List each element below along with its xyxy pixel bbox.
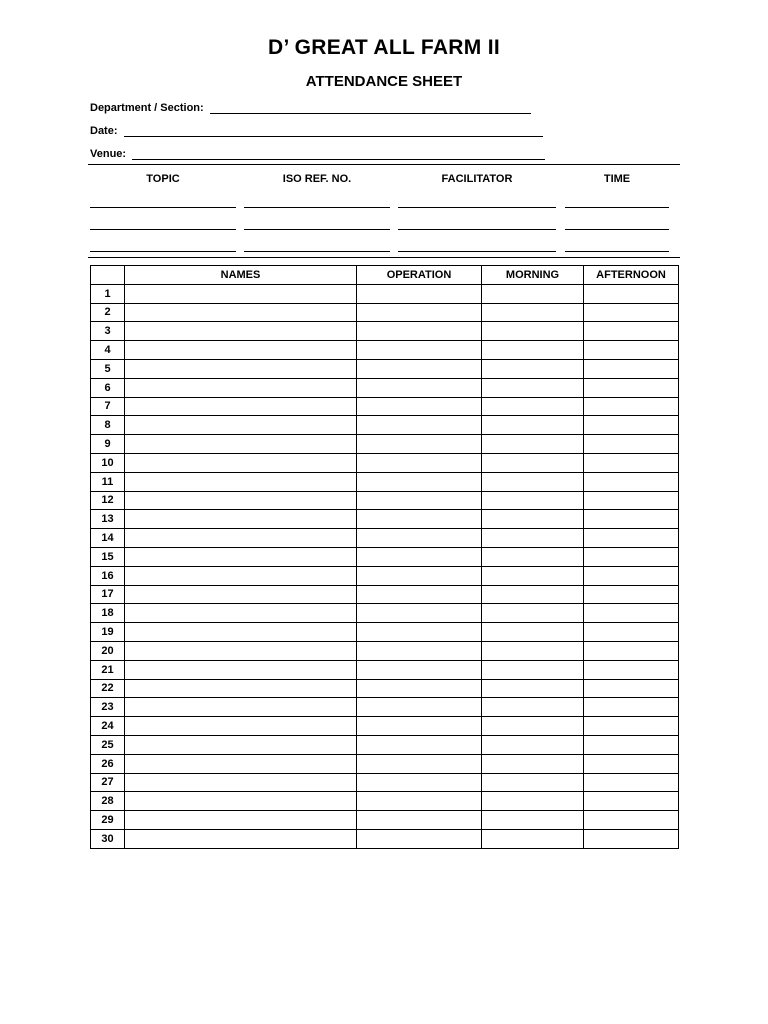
date-label: Date: [90, 125, 118, 137]
name-cell[interactable] [125, 811, 357, 830]
row-number: 9 [91, 435, 125, 454]
morning-cell[interactable] [482, 735, 584, 754]
morning-cell[interactable] [482, 510, 584, 529]
topic-blank-line[interactable] [565, 229, 669, 230]
morning-cell[interactable] [482, 698, 584, 717]
morning-cell[interactable] [482, 359, 584, 378]
name-cell[interactable] [125, 547, 357, 566]
operation-cell[interactable] [357, 472, 482, 491]
afternoon-cell[interactable] [584, 322, 679, 341]
afternoon-cell[interactable] [584, 303, 679, 322]
morning-cell[interactable] [482, 341, 584, 360]
sheet-subtitle: ATTENDANCE SHEET [305, 73, 463, 90]
operation-cell[interactable] [357, 529, 482, 548]
operation-cell[interactable] [357, 641, 482, 660]
name-cell[interactable] [125, 641, 357, 660]
row-number: 30 [91, 829, 125, 848]
name-cell[interactable] [125, 735, 357, 754]
row-number: 14 [91, 529, 125, 548]
table-row [91, 604, 679, 623]
afternoon-cell[interactable] [584, 811, 679, 830]
morning-cell[interactable] [482, 435, 584, 454]
name-cell[interactable] [125, 529, 357, 548]
morning-cell[interactable] [482, 529, 584, 548]
topic-blank-line[interactable] [244, 229, 390, 230]
department-field[interactable] [90, 102, 531, 114]
morning-cell[interactable] [482, 754, 584, 773]
table-header-row [91, 266, 679, 285]
row-number: 7 [91, 397, 125, 416]
row-number: 15 [91, 547, 125, 566]
name-cell[interactable] [125, 435, 357, 454]
topic-blank-line[interactable] [398, 229, 556, 230]
name-cell[interactable] [125, 623, 357, 642]
morning-cell[interactable] [482, 641, 584, 660]
table-row [91, 378, 679, 397]
department-blank-line[interactable] [210, 103, 531, 114]
afternoon-cell[interactable] [584, 416, 679, 435]
table-row [91, 829, 679, 848]
morning-cell[interactable] [482, 397, 584, 416]
afternoon-cell[interactable] [584, 397, 679, 416]
afternoon-cell[interactable] [584, 566, 679, 585]
table-row [91, 641, 679, 660]
afternoon-cell[interactable] [584, 679, 679, 698]
row-number: 19 [91, 623, 125, 642]
page-title: D’ GREAT ALL FARM II [268, 36, 500, 59]
row-number: 26 [91, 754, 125, 773]
date-blank-line[interactable] [124, 126, 543, 137]
morning-cell[interactable] [482, 623, 584, 642]
operation-cell[interactable] [357, 623, 482, 642]
row-number: 8 [91, 416, 125, 435]
operation-cell[interactable] [357, 416, 482, 435]
operation-cell[interactable] [357, 510, 482, 529]
operation-cell[interactable] [357, 322, 482, 341]
top-divider [88, 164, 680, 165]
name-cell[interactable] [125, 341, 357, 360]
name-cell[interactable] [125, 679, 357, 698]
name-cell[interactable] [125, 698, 357, 717]
afternoon-cell[interactable] [584, 623, 679, 642]
table-row [91, 585, 679, 604]
topic-column-header: TOPIC [146, 173, 180, 185]
morning-cell[interactable] [482, 679, 584, 698]
operation-cell[interactable] [357, 453, 482, 472]
row-number: 24 [91, 717, 125, 736]
afternoon-cell[interactable] [584, 717, 679, 736]
operation-cell[interactable] [357, 284, 482, 303]
afternoon-cell[interactable] [584, 660, 679, 679]
name-cell[interactable] [125, 604, 357, 623]
table-row [91, 510, 679, 529]
row-number: 4 [91, 341, 125, 360]
operation-cell[interactable] [357, 547, 482, 566]
name-cell[interactable] [125, 792, 357, 811]
afternoon-cell[interactable] [584, 585, 679, 604]
topic-blank-line[interactable] [565, 251, 669, 252]
morning-cell[interactable] [482, 773, 584, 792]
name-cell[interactable] [125, 453, 357, 472]
morning-cell[interactable] [482, 585, 584, 604]
row-number: 10 [91, 453, 125, 472]
table-row [91, 322, 679, 341]
venue-field[interactable] [90, 148, 545, 160]
attendance-table [90, 265, 679, 849]
afternoon-cell[interactable] [584, 341, 679, 360]
morning-cell[interactable] [482, 378, 584, 397]
name-cell[interactable] [125, 284, 357, 303]
morning-cell[interactable] [482, 303, 584, 322]
operation-cell[interactable] [357, 717, 482, 736]
morning-cell[interactable] [482, 811, 584, 830]
afternoon-cell[interactable] [584, 792, 679, 811]
afternoon-cell[interactable] [584, 359, 679, 378]
morning-cell[interactable] [482, 491, 584, 510]
row-number: 17 [91, 585, 125, 604]
name-cell[interactable] [125, 585, 357, 604]
table-row [91, 472, 679, 491]
topic-blank-line[interactable] [244, 207, 390, 208]
iso-ref-column-header: ISO REF. NO. [282, 173, 352, 185]
table-row [91, 435, 679, 454]
name-cell[interactable] [125, 754, 357, 773]
name-cell[interactable] [125, 829, 357, 848]
name-cell[interactable] [125, 566, 357, 585]
name-cell[interactable] [125, 773, 357, 792]
operation-cell[interactable] [357, 660, 482, 679]
operation-cell[interactable] [357, 754, 482, 773]
morning-cell[interactable] [482, 604, 584, 623]
row-number: 23 [91, 698, 125, 717]
afternoon-cell[interactable] [584, 453, 679, 472]
department-label: Department / Section: [90, 102, 204, 114]
afternoon-cell[interactable] [584, 829, 679, 848]
operation-cell[interactable] [357, 491, 482, 510]
table-row [91, 792, 679, 811]
name-cell[interactable] [125, 717, 357, 736]
table-row [91, 491, 679, 510]
morning-cell[interactable] [482, 284, 584, 303]
operation-cell[interactable] [357, 811, 482, 830]
afternoon-cell[interactable] [584, 378, 679, 397]
operation-cell[interactable] [357, 698, 482, 717]
middle-divider [88, 257, 680, 258]
morning-cell[interactable] [482, 453, 584, 472]
topic-blank-line[interactable] [90, 251, 236, 252]
operation-cell[interactable] [357, 585, 482, 604]
time-column-header: TIME [603, 173, 631, 185]
table-row [91, 547, 679, 566]
topic-blank-line[interactable] [244, 251, 390, 252]
morning-cell[interactable] [482, 717, 584, 736]
afternoon-cell[interactable] [584, 698, 679, 717]
operation-cell[interactable] [357, 435, 482, 454]
operation-cell[interactable] [357, 303, 482, 322]
number-column-header [91, 266, 125, 285]
name-cell[interactable] [125, 660, 357, 679]
venue-blank-line[interactable] [132, 149, 545, 160]
row-number: 22 [91, 679, 125, 698]
name-cell[interactable] [125, 416, 357, 435]
operation-cell[interactable] [357, 679, 482, 698]
topic-blank-line[interactable] [565, 207, 669, 208]
row-number: 29 [91, 811, 125, 830]
morning-cell[interactable] [482, 472, 584, 491]
afternoon-cell[interactable] [584, 641, 679, 660]
operation-cell[interactable] [357, 829, 482, 848]
operation-cell[interactable] [357, 604, 482, 623]
table-row [91, 735, 679, 754]
operation-cell[interactable] [357, 378, 482, 397]
row-number: 21 [91, 660, 125, 679]
name-cell[interactable] [125, 491, 357, 510]
afternoon-cell[interactable] [584, 773, 679, 792]
table-row [91, 679, 679, 698]
operation-column-header: OPERATION [357, 266, 482, 285]
morning-cell[interactable] [482, 322, 584, 341]
name-cell[interactable] [125, 322, 357, 341]
afternoon-column-header: AFTERNOON [584, 266, 679, 285]
afternoon-cell[interactable] [584, 510, 679, 529]
row-number: 6 [91, 378, 125, 397]
morning-cell[interactable] [482, 792, 584, 811]
operation-cell[interactable] [357, 397, 482, 416]
row-number: 1 [91, 284, 125, 303]
morning-column-header: MORNING [482, 266, 584, 285]
table-row [91, 698, 679, 717]
names-column-header: NAMES [125, 266, 357, 285]
row-number: 20 [91, 641, 125, 660]
row-number: 27 [91, 773, 125, 792]
table-row [91, 717, 679, 736]
morning-cell[interactable] [482, 829, 584, 848]
venue-label: Venue: [90, 148, 127, 160]
topic-blank-line[interactable] [398, 207, 556, 208]
name-cell[interactable] [125, 378, 357, 397]
afternoon-cell[interactable] [584, 472, 679, 491]
row-number: 12 [91, 491, 125, 510]
table-row [91, 811, 679, 830]
topic-blank-line[interactable] [90, 207, 236, 208]
afternoon-cell[interactable] [584, 547, 679, 566]
table-row [91, 284, 679, 303]
table-row [91, 529, 679, 548]
operation-cell[interactable] [357, 359, 482, 378]
name-cell[interactable] [125, 397, 357, 416]
operation-cell[interactable] [357, 735, 482, 754]
table-row [91, 566, 679, 585]
table-row [91, 660, 679, 679]
row-number: 5 [91, 359, 125, 378]
facilitator-column-header: FACILITATOR [441, 173, 513, 185]
morning-cell[interactable] [482, 660, 584, 679]
table-row [91, 397, 679, 416]
afternoon-cell[interactable] [584, 735, 679, 754]
afternoon-cell[interactable] [584, 491, 679, 510]
table-row [91, 341, 679, 360]
afternoon-cell[interactable] [584, 529, 679, 548]
name-cell[interactable] [125, 303, 357, 322]
row-number: 11 [91, 472, 125, 491]
topic-blank-line[interactable] [90, 229, 236, 230]
table-row [91, 754, 679, 773]
name-cell[interactable] [125, 472, 357, 491]
afternoon-cell[interactable] [584, 754, 679, 773]
row-number: 18 [91, 604, 125, 623]
table-row [91, 773, 679, 792]
name-cell[interactable] [125, 359, 357, 378]
afternoon-cell[interactable] [584, 284, 679, 303]
topic-blank-line[interactable] [398, 251, 556, 252]
operation-cell[interactable] [357, 566, 482, 585]
morning-cell[interactable] [482, 416, 584, 435]
table-row [91, 359, 679, 378]
operation-cell[interactable] [357, 792, 482, 811]
operation-cell[interactable] [357, 341, 482, 360]
morning-cell[interactable] [482, 547, 584, 566]
table-row [91, 303, 679, 322]
row-number: 13 [91, 510, 125, 529]
afternoon-cell[interactable] [584, 604, 679, 623]
morning-cell[interactable] [482, 566, 584, 585]
row-number: 16 [91, 566, 125, 585]
name-cell[interactable] [125, 510, 357, 529]
operation-cell[interactable] [357, 773, 482, 792]
table-row [91, 416, 679, 435]
afternoon-cell[interactable] [584, 435, 679, 454]
row-number: 2 [91, 303, 125, 322]
row-number: 28 [91, 792, 125, 811]
table-row [91, 623, 679, 642]
date-field[interactable] [90, 125, 543, 137]
row-number: 3 [91, 322, 125, 341]
row-number: 25 [91, 735, 125, 754]
table-row [91, 453, 679, 472]
